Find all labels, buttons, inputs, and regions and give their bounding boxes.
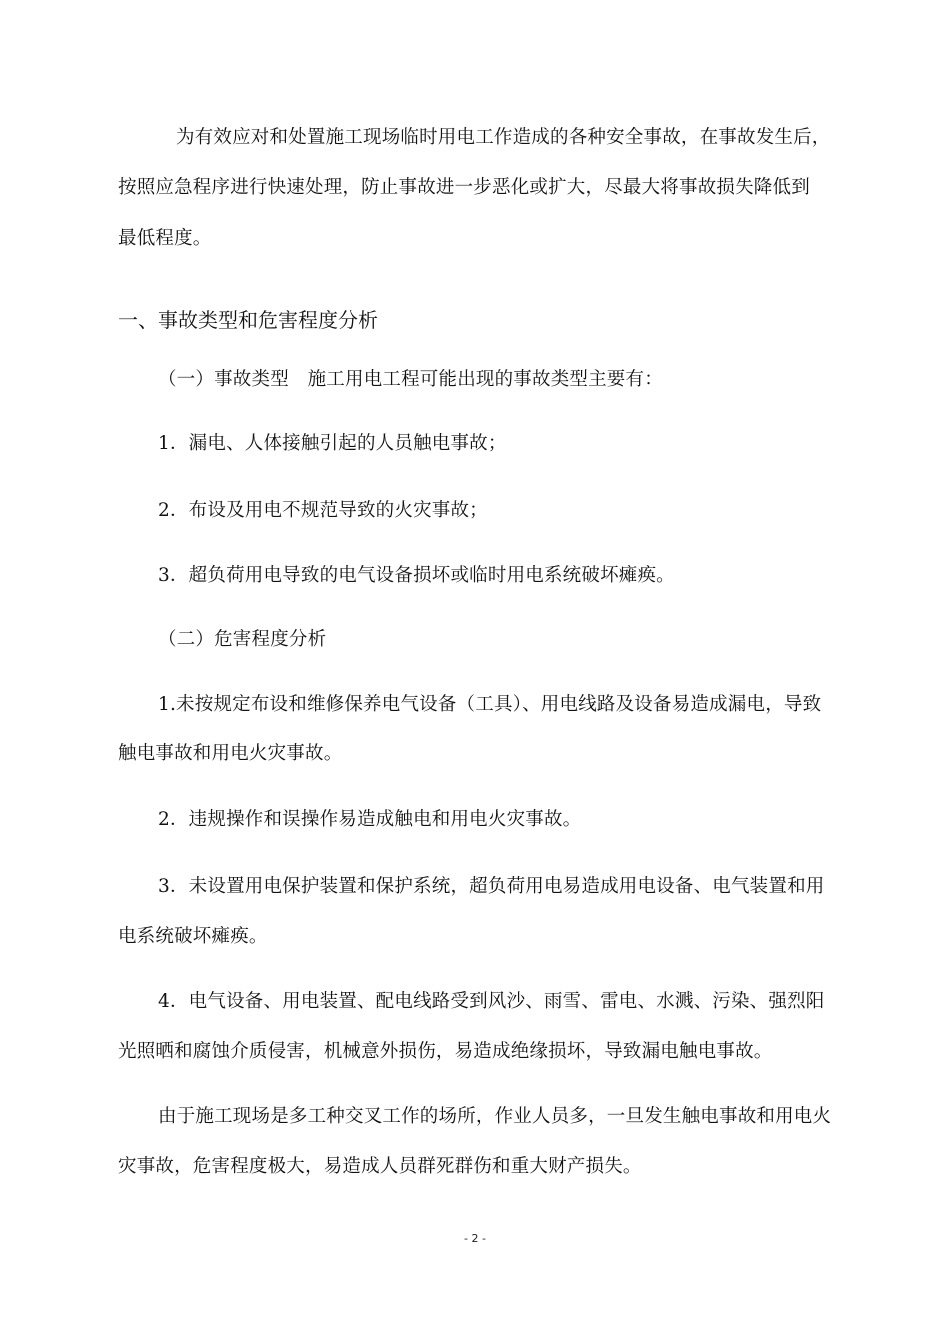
accident-type-item-2: 2．布设及用电不规范导致的火灾事故；	[158, 500, 488, 521]
intro-line-3: 最低程度。	[118, 228, 212, 249]
hazard-item-1-line-1: 1.未按规定布设和维修保养电气设备（工具）、用电线路及设备易造成漏电，导致	[158, 694, 822, 715]
hazard-item-4-line-2: 光照晒和腐蚀介质侵害，机械意外损伤，易造成绝缘损坏，导致漏电触电事故。	[118, 1041, 773, 1062]
accident-type-item-1: 1．漏电、人体接触引起的人员触电事故；	[158, 433, 507, 454]
subsection-2-title: （二）危害程度分析	[158, 629, 327, 650]
conclusion-line-1: 由于施工现场是多工种交叉工作的场所，作业人员多，一旦发生触电事故和用电火	[158, 1106, 832, 1127]
hazard-item-4-line-1: 4．电气设备、用电装置、配电线路受到风沙、雨雪、雷电、水溅、污染、强烈阳	[158, 991, 825, 1012]
conclusion-line-2: 灾事故，危害程度极大，易造成人员群死群伤和重大财产损失。	[118, 1156, 642, 1177]
section-heading	[118, 307, 378, 333]
heading-text: 一、事故类型和危害程度分析	[118, 308, 378, 332]
hazard-item-3-line-1: 3．未设置用电保护装置和保护系统，超负荷用电易造成用电设备、电气装置和用	[158, 876, 825, 897]
intro-line-1: 为有效应对和处置施工现场临时用电工作造成的各种安全事故，在事故发生后，	[176, 127, 831, 148]
hazard-item-1-line-2: 触电事故和用电火灾事故。	[118, 743, 343, 764]
subsection-1-title: （一）事故类型 施工用电工程可能出现的事故类型主要有：	[158, 369, 663, 390]
hazard-item-2: 2．违规操作和误操作易造成触电和用电火灾事故。	[158, 809, 582, 830]
page-number: - 2 -	[464, 1232, 486, 1245]
hazard-item-3-line-2: 电系统破坏瘫痪。	[118, 926, 268, 947]
intro-line-2: 按照应急程序进行快速处理，防止事故进一步恶化或扩大，尽最大将事故损失降低到	[118, 177, 810, 198]
accident-type-item-3: 3．超负荷用电导致的电气设备损坏或临时用电系统破坏瘫痪。	[158, 565, 675, 586]
